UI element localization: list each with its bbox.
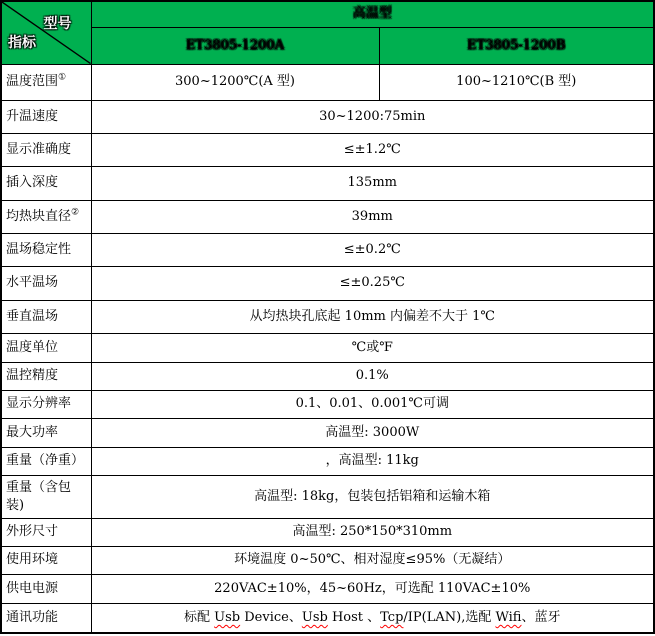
row-label-text: 水平温场: [6, 275, 59, 291]
table-row: [1, 200, 654, 233]
corner-label-indicator: 指标: [8, 35, 36, 51]
text-segment: Host 、: [327, 609, 381, 625]
row-label-text: 升温速度: [6, 108, 59, 124]
row-label: [1, 518, 91, 546]
row-label-text: 显示分辨率: [6, 396, 72, 412]
row-value: 从均热块孔底起 10mm 内偏差不大于 1℃: [91, 300, 654, 333]
row-value: 环境温度 0~50℃、相对湿度≤95%（无凝结）: [91, 546, 654, 574]
row-value-a: 300~1200℃(A 型): [91, 64, 379, 100]
row-label: [1, 166, 91, 200]
model-a-header: ET3805-1200A: [91, 27, 379, 64]
table-row: [1, 362, 654, 390]
row-label-text: 垂直温场: [6, 308, 59, 324]
row-label: [1, 574, 91, 603]
row-value: 39mm: [91, 200, 654, 233]
row-value: ℃或℉: [91, 333, 654, 362]
row-value: 0.1、0.01、0.001℃可调: [91, 390, 654, 418]
row-label: [1, 266, 91, 300]
row-label: [1, 447, 91, 475]
row-label-text: 最大功率: [6, 424, 59, 440]
table-row: [1, 333, 654, 362]
misspelled-word: Tcp: [380, 609, 404, 625]
row-value: 高温型: 250*150*310mm: [91, 518, 654, 546]
row-label: [1, 200, 91, 233]
row-label-text: 使用环境: [6, 552, 59, 568]
row-label: [1, 546, 91, 574]
footnote-marker: ①: [58, 72, 67, 83]
row-label-text: 外形尺寸: [6, 524, 59, 540]
footnote-marker: ②: [71, 207, 80, 218]
corner-label-model: 型号: [43, 16, 72, 32]
table-row: [1, 266, 654, 300]
table-row: [1, 64, 654, 100]
row-value: 30~1200:75min: [91, 100, 654, 133]
row-value: 220VAC±10%，45~60Hz，可选配 110VAC±10%: [91, 574, 654, 603]
row-value: 高温型: 18kg，包装包括铝箱和运输木箱: [91, 475, 654, 518]
row-value: ≤±1.2℃: [91, 133, 654, 166]
row-value-comm: [91, 603, 654, 633]
text-segment: 标配: [184, 609, 215, 625]
row-label-text: 温度单位: [6, 339, 59, 355]
misspelled-word: Usb: [301, 609, 328, 625]
row-value: ≤±0.25℃: [91, 266, 654, 300]
row-label-text: 温度范围: [6, 74, 59, 90]
row-label: [1, 362, 91, 390]
text-segment: 、蓝牙: [521, 609, 561, 625]
row-label-text: 温场稳定性: [6, 241, 72, 257]
misspelled-word: Wifi: [495, 609, 522, 625]
table-row: [1, 475, 654, 518]
table-row: [1, 574, 654, 603]
table-row: [1, 300, 654, 333]
row-label: [1, 418, 91, 447]
model-b-header: ET3805-1200B: [379, 27, 654, 64]
text-segment: /IP(LAN),选配: [403, 609, 496, 625]
corner-header-cell: [1, 1, 91, 64]
misspelled-word: Usb: [214, 609, 241, 625]
row-value: 高温型: 3000W: [91, 418, 654, 447]
table-row: [1, 418, 654, 447]
row-label-text: 插入深度: [6, 175, 59, 191]
table-row: [1, 133, 654, 166]
group-header: 高温型: [91, 1, 654, 27]
row-value: ≤±0.2℃: [91, 233, 654, 266]
table-row: [1, 603, 654, 633]
table-row: [1, 166, 654, 200]
text-segment: Device、: [240, 609, 302, 625]
row-label: [1, 603, 91, 633]
table-row: [1, 27, 654, 64]
table-row: [1, 1, 654, 27]
row-label: [1, 390, 91, 418]
row-label: [1, 475, 91, 518]
row-value: ，高温型: 11kg: [91, 447, 654, 475]
table-row: [1, 100, 654, 133]
row-label-text: 显示准确度: [6, 141, 72, 157]
row-label: [1, 333, 91, 362]
table-row: [1, 390, 654, 418]
row-label-text: 温控精度: [6, 368, 59, 384]
row-label-text: 供电电源: [6, 580, 59, 596]
row-label-text: 通讯功能: [6, 609, 59, 625]
row-value: 0.1%: [91, 362, 654, 390]
row-value: 135mm: [91, 166, 654, 200]
table-row: [1, 233, 654, 266]
row-label: [1, 233, 91, 266]
table-row: [1, 518, 654, 546]
row-label-text: 重量（净重）: [6, 453, 85, 469]
row-label-text: 重量（含包装): [6, 479, 72, 513]
row-value-b: 100~1210℃(B 型): [379, 64, 654, 100]
row-label: [1, 133, 91, 166]
row-label: [1, 100, 91, 133]
table-row: [1, 546, 654, 574]
row-label-text: 均热块直径: [6, 208, 72, 224]
row-label: [1, 300, 91, 333]
table-row: [1, 447, 654, 475]
row-label: [1, 64, 91, 100]
